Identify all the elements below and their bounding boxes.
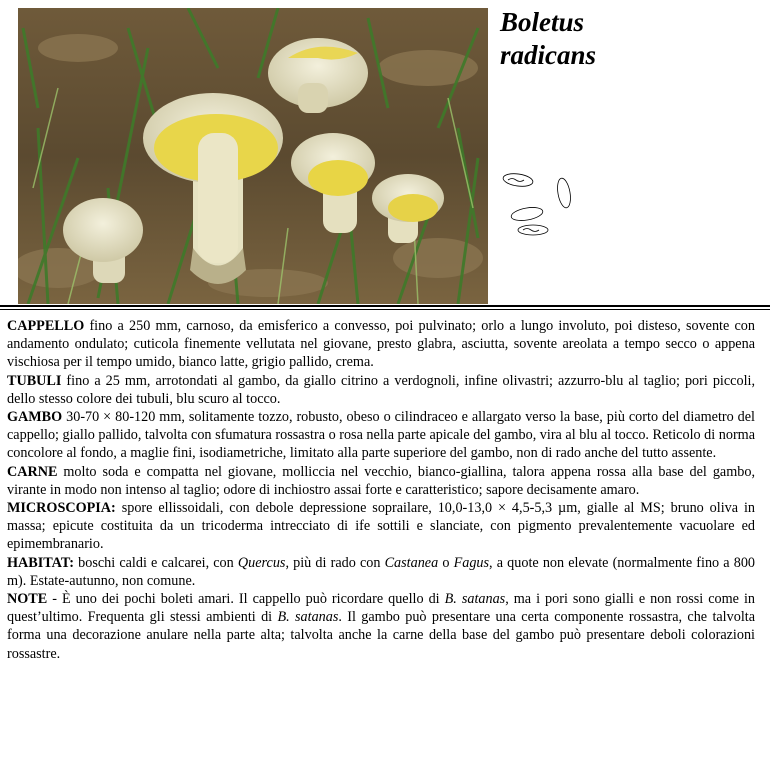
section-cappello — [7, 317, 755, 372]
habitat-quercus: Quercus — [237, 554, 286, 571]
microscopia-label: MICROSCOPIA: — [7, 500, 116, 517]
gambo-text: 30-70 × 80-120 mm, solitamente tozzo, robusto, obeso o cilindraceo e allargato verso la base, più corto del diametro del cappello; giallo pallido, talvolta con sfumatura rossastra o rosa nella parte apicale del gambo, vira al blu al tocco. Reticolo di norma concolore al fondo, a maglie fini, isodiametriche, limitato alla parte superiore del gambo, non di rado anche del tutto assente. — [7, 409, 755, 462]
note-species-1: B. satanas — [444, 591, 506, 608]
note-label: NOTE — [7, 591, 48, 608]
carne-text: molto soda e compatta nel giovane, molliccia nel vecchio, bianco-giallina, talora appena rossa alla base del gambo, virante in modo non intenso al taglio; odore di inchiostro assai forte e caratteristico; sapore decisamente amaro. — [7, 463, 755, 498]
description-text — [7, 317, 755, 663]
habitat-fagus: Fagus — [453, 554, 490, 571]
title-genus: Boletus — [500, 7, 585, 37]
mushroom-photo-illustration — [18, 8, 488, 304]
spore-illustration — [498, 168, 588, 244]
carne-label: CARNE — [7, 463, 58, 480]
habitat-text-1: boschi caldi e calcarei, con — [74, 554, 238, 571]
cappello-label: CAPPELLO — [7, 318, 85, 334]
note-text-1: - È uno dei pochi boleti amari. Il cappello può ricordare quello di — [47, 591, 445, 608]
tubuli-label: TUBULI — [7, 372, 62, 389]
note-text-2: , ma i pori sono gialli e non rossi come in quest’ultimo. Frequenta gli stessi ambienti di — [7, 591, 755, 626]
habitat-text-4: , a quote non elevate (normalmente fino a 800 m). Estate-autunno, non comune. — [7, 554, 756, 589]
divider-bottom — [0, 309, 770, 310]
note-text-3: . Il gambo può presentare una certa componente rossastra, che talvolta forma una decorazione anulare nella parte alta; talvolta anche la carne della base del gambo può presentare deboli colorazioni rossastre. — [7, 609, 755, 662]
microscopia-text: spore ellissoidali, con debole depressione soprailare, 10,0-13,0 × 4,5-5,3 µm, gialle al MS; bruno oliva in massa; epicute costituita da un tricoderma intrecciato di ife sottili e slanciate, con pigmento prevalentemente vacuolare ed epimembranario. — [7, 500, 755, 553]
divider-top — [0, 305, 770, 307]
gambo-label: GAMBO — [7, 409, 63, 426]
note-species-2: B. satanas — [277, 609, 339, 626]
spore-drawing — [498, 168, 588, 244]
section-note — [7, 590, 755, 663]
section-tubuli — [7, 372, 755, 408]
habitat-castanea: Castanea — [384, 554, 439, 571]
tubuli-text: fino a 25 mm, arrotondati al gambo, da giallo citrino a verdognoli, infine olivastri; azzurro-blu al taglio; pori piccoli, dello stesso colore dei tubuli, blu scuro al tocco. — [7, 372, 755, 407]
habitat-text-3: o — [438, 554, 454, 571]
section-carne — [7, 463, 755, 499]
habitat-label: HABITAT: — [7, 554, 74, 571]
section-gambo — [7, 408, 755, 463]
mushroom-photo — [18, 8, 488, 304]
title-species: radicans — [500, 40, 597, 70]
section-microscopia — [7, 499, 755, 554]
species-title — [500, 6, 596, 72]
section-habitat — [7, 554, 755, 590]
habitat-text-2: , più di rado con — [285, 554, 385, 571]
cappello-text: fino a 250 mm, carnoso, da emisferico a convesso, poi pulvinato; orlo a lungo involuto, poi disteso, sovente con andamento ondulato; cuticola finemente vellutata nel giovane, presto glabra, asciutta, sovente areolata a tempo secco o appena vischiosa per il tempo umido, bianco latte, grigio pallido, crema. — [7, 318, 755, 371]
